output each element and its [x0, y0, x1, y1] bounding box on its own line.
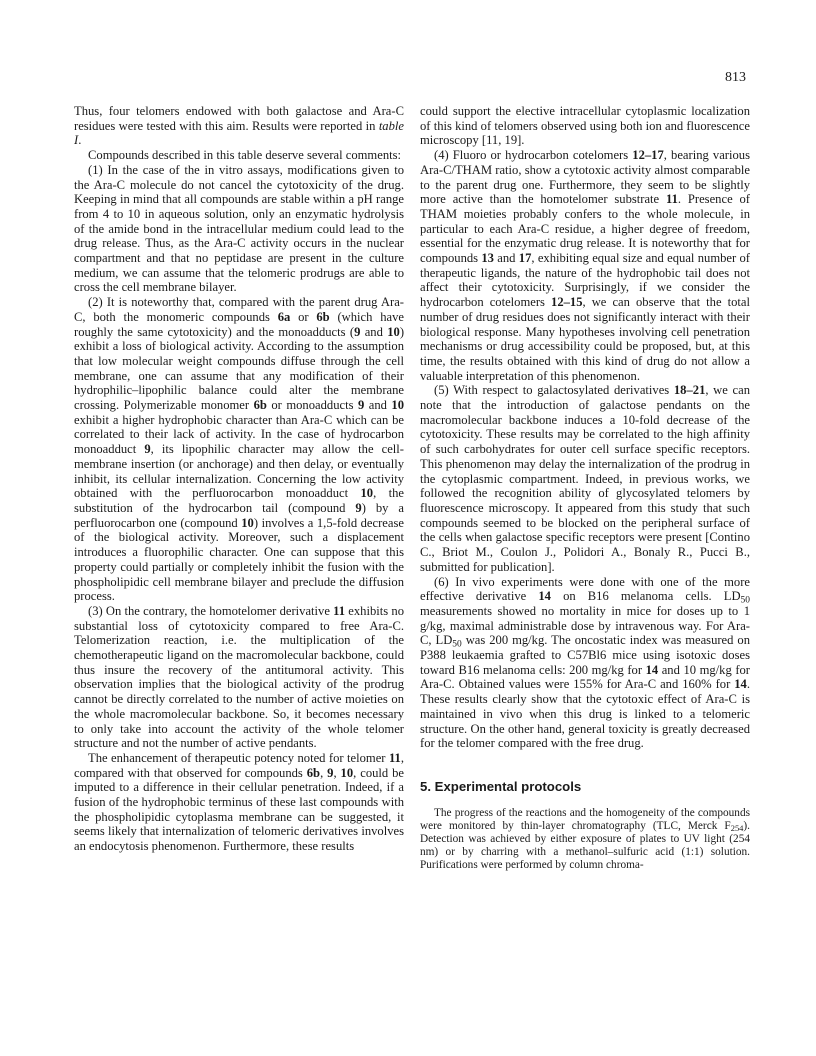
paragraph-4	[420, 148, 750, 383]
text-run: ). Detection was achieved by either exposure of plates to UV light (254 nm) or by charring with a methanol–sulfuric acid (1:1) solution. Purifications were performed by column chroma-	[420, 819, 750, 871]
text-run: ) exhibit a loss of biological activity. According to the assumption that low molecular weight compounds diffuse through the cell membrane, one can assume that any modification of their hydrophilic–lipophilic balance could alter the membrane crossing. Polymerizable monomer	[74, 324, 405, 413]
paragraph-compounds	[74, 148, 404, 163]
text-run: on B16 melanoma cells. LD	[550, 589, 741, 604]
subscript: 254	[730, 822, 744, 833]
compound-ref: 10	[340, 765, 354, 780]
text-run: ,	[333, 765, 341, 780]
compound-ref: 10	[360, 486, 374, 501]
text-run: (6) In vivo experiments were done with one of the more effective derivative	[420, 574, 750, 604]
paragraph-intro	[74, 104, 404, 148]
text-run: ) involves a 1,5-fold decrease of the biological activity. Moreover, such a displacement introduces a fluorophilic character. One can suppose that this property could partially or completely inhibit the fusion with the phospholipidic cell membrane bilayer and preclude the diffusion process.	[74, 515, 404, 604]
text-run: .	[78, 133, 82, 148]
text-run: (5) With respect to galactosylated derivatives	[434, 383, 674, 398]
compound-ref: 12–15	[551, 295, 583, 310]
text-run: or	[290, 309, 317, 324]
compound-ref: 11	[388, 750, 401, 765]
text-run: exhibits no substantial loss of cytotoxicity compared to free Ara-C. Telomerization reaction, i.e. the multiplication of the chemotherapeutic ligand on the macromolecular backbone, could thus insure the recovery of the antitumoral activity. This observation implies that the biological activity of the prodrug cannot be directly correlated to the number of active moieties on the whole macromolecular backbone. So, it becomes necessary to only take into account the activity of the whole telomer structure and not the number of active pendants.	[74, 603, 404, 751]
text-run: The progress of the reactions and the homogeneity of the compounds were monitored by thin-layer chromatography (TLC, Merck F	[420, 806, 750, 832]
compound-ref: 6a	[277, 309, 291, 324]
subscript: 50	[740, 595, 750, 606]
text-run: (1) In the case of the in vitro assays, modifications given to the Ara-C molecule do not cancel the cytotoxicity of the drug. Keeping in mind that all compounds are stable within a pH range from 4 to 10 in aqueous solution, only an enzymatic hydrolysis of the amide bond in the intracellular medium could lead to the drug release. Thus, as the Ara-C activity occurs in the nuclear compartment and that no peptidase are present in the culture medium, we can assume that the telomeric prodrugs are able to cross the cell membrane bilayer.	[74, 162, 404, 295]
paragraph-3	[74, 604, 404, 751]
compound-ref: 6b	[316, 309, 330, 324]
text-run: (3) On the contrary, the homotelomer derivative	[88, 603, 334, 618]
text-run: . Presence of THAM moieties probably confers to the whole molecule, in particular to each Ara-C residue, a higher degree of freedom, essential for the enzymatic drug release. It is noteworthy that for compounds	[420, 192, 750, 266]
text-run: , the substitution of the hydrocarbon tail (compound	[74, 486, 405, 515]
compound-ref: 6b	[306, 765, 321, 780]
compound-ref: 9	[327, 765, 334, 780]
paragraph-exp	[420, 807, 750, 872]
text-run: , bearing various Ara-C/THAM ratio, show a cytotoxic activity almost comparable to the parent drug one. Furthermore, they seem to be slightly more active than the homotelomer substrate	[420, 148, 750, 207]
compound-ref: 14	[645, 662, 659, 677]
section-heading: 5. Experimental protocols	[420, 778, 582, 794]
paragraph-1	[74, 163, 404, 295]
text-run: , exhibiting equal size and equal number of therapeutic ligands, the nature of the hydrophobic tail does not affect their cytotoxicity. Surprisingly, if we consider the hydrocarbon cotelomers	[420, 251, 750, 310]
compound-ref: 11	[333, 603, 346, 618]
left-column	[74, 104, 404, 854]
text-run: was 200 mg/kg. The oncostatic index was measured on P388 leukaemia grafted to C57Bl6 mice using isotoxic doses toward B16 melanoma cells: 200 mg/kg for	[420, 633, 750, 677]
compound-ref: 11	[666, 192, 678, 207]
paragraph-support	[420, 104, 750, 148]
page-number: 813	[725, 70, 746, 85]
text-run: , we can note that the introduction of galactose pendants on the macromolecular backbone induces a 10-fold decrease of the cytotoxicity. These results may be correlated to the high affinity of such carbohydrates for outer cell surface specific receptors. This phenomenon may delay the internalization of the prodrug in the cytoplasmic compartment. Indeed, in previous works, we followed the recognition ability of glycosylated telomers by fluorescence microscopy. It appeared from this study that such compounds seemed to be blocked on the peripheral surface of the cells when galactose specific receptors were present [Contino C., Briot M., Coulon J., Polidori A., Bonaly R., Pucci B., submitted for publication].	[420, 383, 751, 574]
paragraph-enhancement	[74, 751, 404, 854]
text-run: and	[360, 324, 388, 339]
text-run: Thus, four telomers endowed with both galactose and Ara-C residues were tested with this aim. Results were reported in	[74, 104, 404, 133]
subscript: 50	[452, 639, 462, 650]
table-ref: table I	[74, 118, 404, 148]
compound-ref: 6b	[253, 398, 267, 413]
compound-ref: 17	[518, 251, 532, 266]
text-run: or monoadducts	[266, 398, 358, 413]
text-run: ,	[320, 765, 328, 780]
text-run: and	[493, 251, 519, 266]
text-run: and	[364, 398, 392, 413]
compound-ref: 9	[355, 500, 362, 515]
right-column	[420, 104, 750, 872]
paragraph-5	[420, 383, 750, 574]
compound-ref: 10	[241, 515, 254, 530]
text-run: (4) Fluoro or hydrocarbon cotelomers	[434, 148, 633, 163]
text-run: . These results clearly show that the cytotoxic effect of Ara-C is maintained in vivo when this drug is linked to a telomeric structure. On the other hand, general toxicity is greatly decreased for the telomer compared with the free drug.	[420, 677, 750, 751]
text-run: (which have roughly the same cytotoxicity) and the monoadducts (	[74, 309, 404, 339]
compound-ref: 10	[391, 398, 405, 413]
compound-ref: 18–21	[673, 383, 706, 398]
text-run: , could be imputed to a difference in their cellular penetration. Indeed, if a fusion of the hydrophobic terminus of these last compounds with the phospholipidic cytoplasma membrane can be suggested, it seems likely that internalization of telomeric derivatives involves an endocytosis phenomenon. Furthermore, these results	[74, 765, 405, 854]
paragraph-6	[420, 575, 750, 751]
text-run: , compared with that observed for compounds	[74, 750, 404, 780]
compound-ref: 9	[144, 442, 151, 457]
text-run: Compounds described in this table deserve several comments:	[88, 148, 402, 163]
text-run: , we can observe that the total number of drug residues does not significantly interact with their biological response. Many hypotheses involving cell penetration mechanisms or drug accessibility could be proposed, but, at this time, the results obtained with this kind of drug do not allow a valuable interpretation of this phenomenon.	[420, 295, 750, 383]
compound-ref: 9	[357, 398, 365, 413]
text-run: The enhancement of therapeutic potency noted for telomer	[88, 750, 389, 765]
text-run: (2) It is noteworthy that, compared with the parent drug Ara-C, both the monomeric compounds	[74, 295, 404, 324]
compound-ref: 13	[481, 251, 494, 266]
compound-ref: 10	[387, 324, 400, 339]
compound-ref: 14	[538, 589, 551, 604]
text-run: measurements showed no mortality in mice for doses up to 1 g/kg, maximal administrable dose by intravenous way. For Ara-C, LD	[420, 603, 750, 648]
paragraph-2	[74, 295, 404, 604]
text-run: ) by a perfluorocarbon one (compound	[74, 500, 404, 530]
text-run: and 10 mg/kg for Ara-C. Obtained values were 155% for Ara-C and 160% for	[420, 662, 750, 692]
text-run: , its lipophilic character may allow the cell-membrane insertion (or anchorage) and then delay, or eventually inhibit, its cellular internalization. Concerning the low activity obtained with the perfluorocarbon monoadduct	[74, 442, 404, 501]
compound-ref: 9	[354, 324, 361, 339]
compound-ref: 12–17	[632, 148, 664, 163]
compound-ref: 14	[734, 677, 747, 692]
text-run: could support the elective intracellular cytoplasmic localization of this kind of telomers observed using both ion and fluorescence microscopy [11, 19].	[420, 104, 750, 148]
text-run: exhibit a higher hydrophobic character than Ara-C which can be correlated to their lack of activity. In the case of hydrocarbon monoadduct	[74, 412, 404, 457]
